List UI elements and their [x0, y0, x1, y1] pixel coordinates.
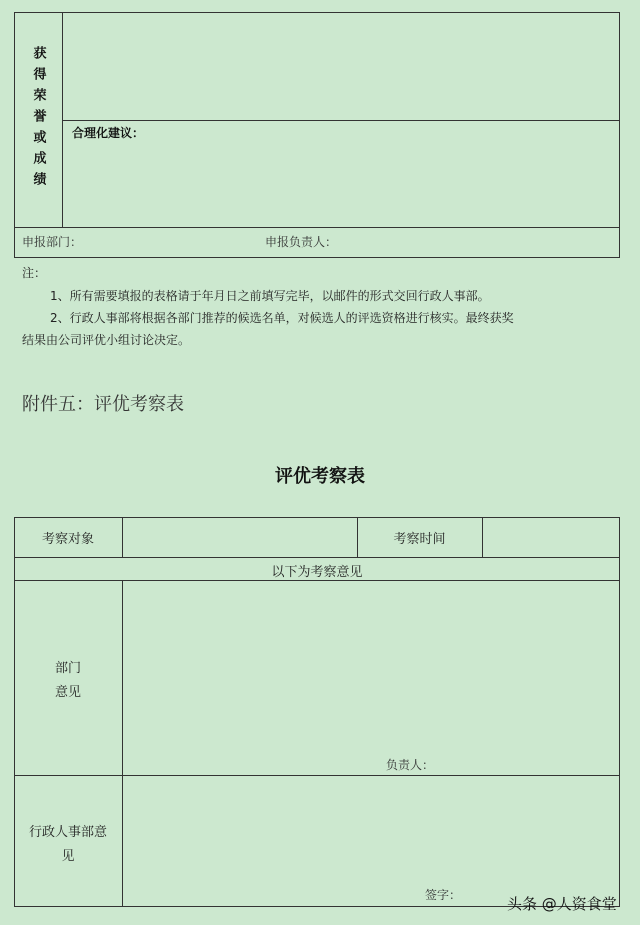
table-border-mid [14, 227, 620, 228]
eval-border-top [14, 517, 620, 518]
eval-col-divider-3 [482, 517, 483, 557]
dept-opinion-label-line-1: 部门 [54, 661, 81, 676]
dept-label: 申报部门： [22, 235, 83, 249]
table-border-top [14, 12, 620, 13]
table-border-right [619, 12, 620, 258]
eval-row-divider-1 [14, 557, 620, 558]
suggestion-label: 合理化建议： [72, 126, 145, 140]
target-label: 考察对象 [41, 532, 94, 547]
note-item-2-line-2: 结果由公司评优小组讨论决定。 [22, 333, 191, 347]
opinion-header: 以下为考察意见 [271, 565, 363, 580]
form-title: 评优考察表 [275, 466, 365, 487]
time-label: 考察时间 [393, 532, 446, 547]
sign-label: 签字： [425, 888, 462, 902]
honors-label-cell [14, 12, 62, 227]
eval-row-divider-3 [14, 775, 620, 776]
table-divider-horizontal [62, 120, 620, 121]
hr-opinion-label-line-1: 行政人事部意 [28, 825, 107, 840]
dept-opinion-label-line-2: 意见 [54, 685, 81, 700]
owner-label: 申报负责人： [265, 235, 338, 249]
note-item-1: 1、所有需要填报的表格请于年月日之前填写完毕，以邮件的形式交回行政人事部。 [50, 289, 490, 303]
eval-col-divider-lower [122, 580, 123, 906]
table-border-bottom [14, 257, 620, 258]
attachment-title: 附件五：评优考察表 [22, 394, 184, 415]
eval-col-divider-1 [122, 517, 123, 557]
watermark: 头条 @人资食堂 [507, 895, 617, 913]
honors-label: 获得荣誉或成绩 [30, 46, 46, 193]
eval-row-divider-2 [14, 580, 620, 581]
note-item-2-line-1: 2、行政人事部将根据各部门推荐的候选名单，对候选人的评选资格进行核实。最终获奖 [50, 311, 514, 325]
hr-opinion-label-line-2: 见 [61, 849, 75, 864]
notes-heading: 注： [22, 266, 47, 280]
responsible-label: 负责人： [386, 758, 435, 772]
